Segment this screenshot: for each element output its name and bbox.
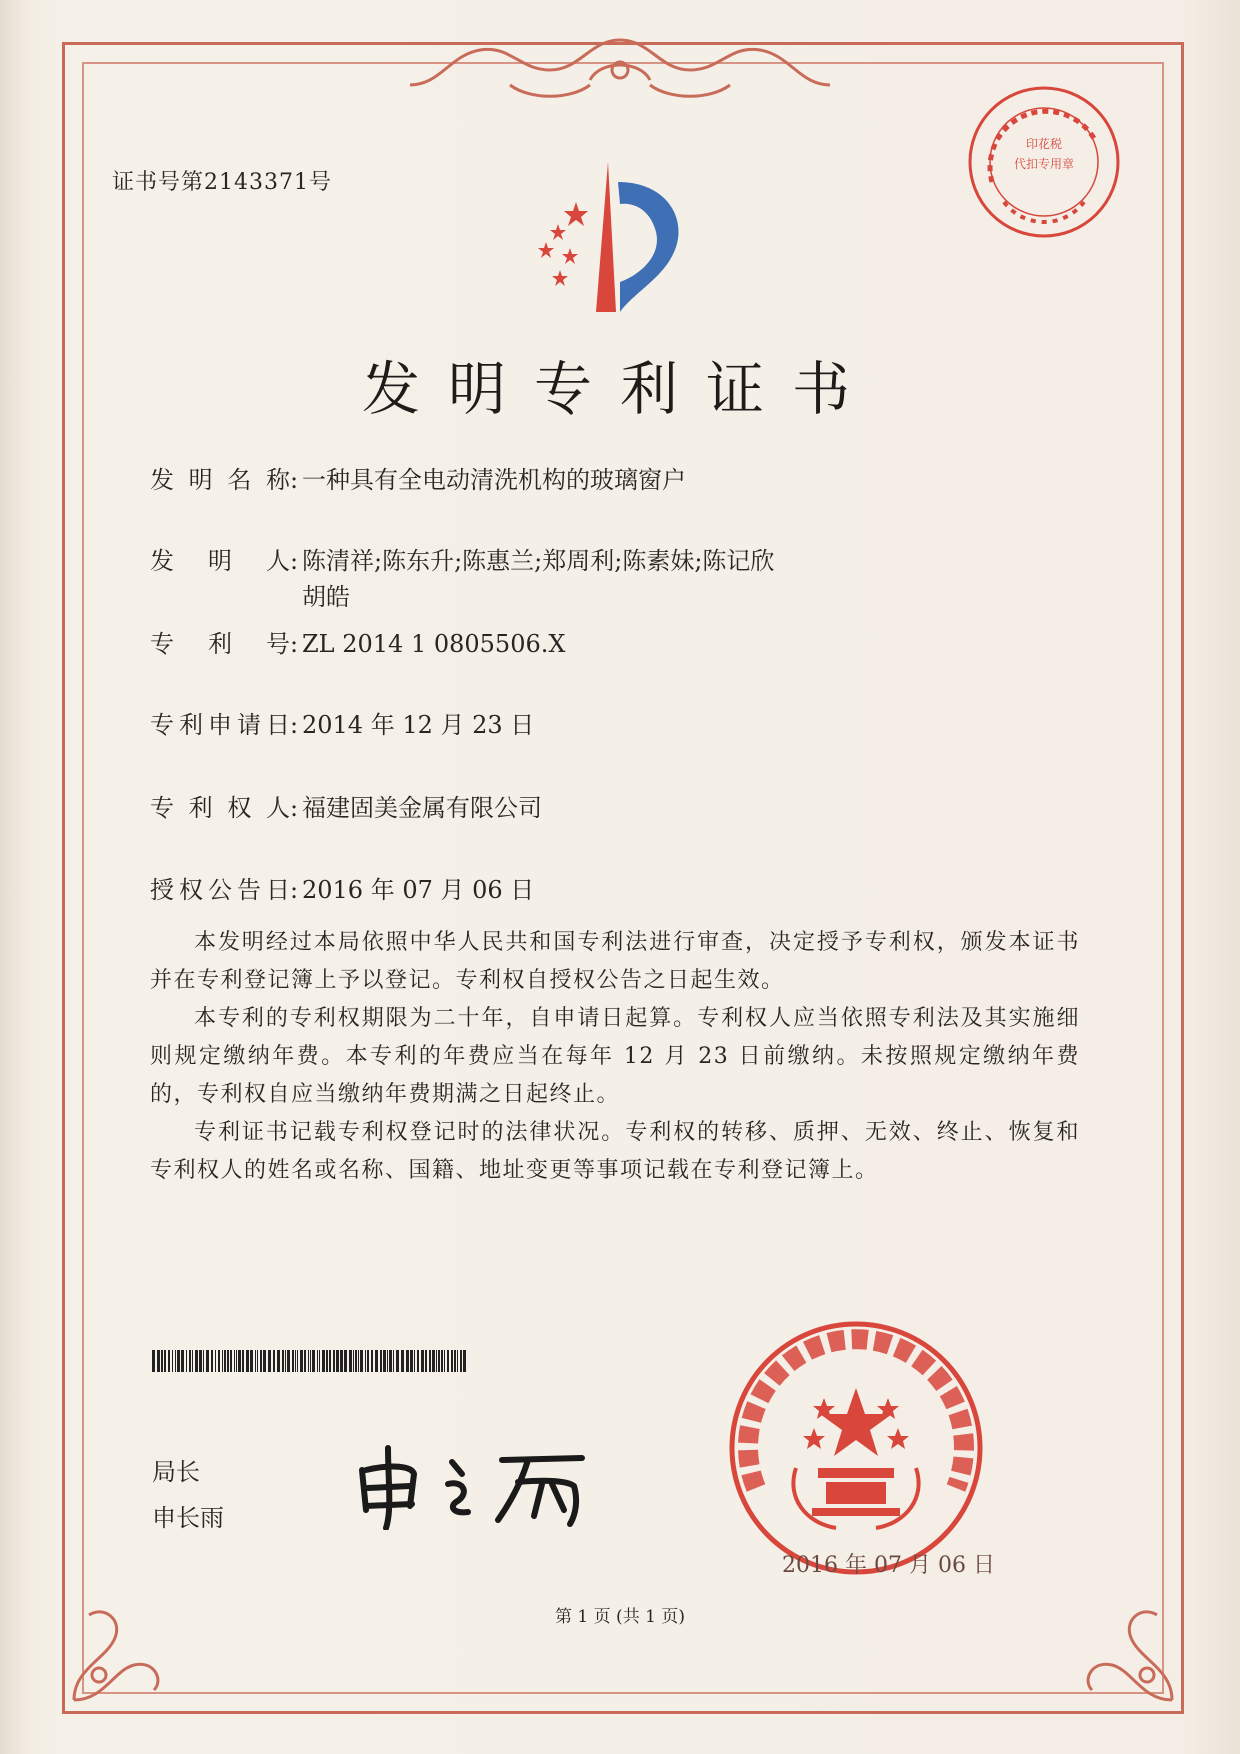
top-ornament-icon bbox=[390, 30, 850, 110]
page-title: 发明专利证书 bbox=[361, 355, 878, 423]
patentee-label: 专利权人 bbox=[150, 794, 290, 822]
grant-date-label: 授权公告日 bbox=[150, 876, 290, 904]
patent-number-field: 专利号: ZL 2014 1 0805506.X bbox=[150, 624, 565, 659]
invention-name-value: 一种具有全电动清洗机构的玻璃窗户 bbox=[302, 466, 686, 494]
inventors-field: 发明人: 陈清祥;陈东升;陈惠兰;郑周利;陈素妹;陈记欣 bbox=[150, 541, 774, 576]
director-title: 局长 bbox=[152, 1458, 200, 1486]
certificate-number: 证书号第2143371号 bbox=[112, 170, 332, 195]
inventors-label: 发明人 bbox=[150, 547, 290, 575]
patent-office-seal-stamp bbox=[726, 1318, 986, 1578]
page-footer: 第 1 页 (共 1 页) bbox=[555, 1607, 685, 1627]
invention-name-label: 发明名称 bbox=[150, 466, 290, 494]
grant-date-value: 2016 年 07 月 06 日 bbox=[302, 876, 535, 904]
director-signature bbox=[352, 1440, 632, 1530]
tax-seal-stamp bbox=[964, 82, 1124, 242]
patent-number-label: 专利号 bbox=[150, 630, 290, 658]
seal-date: 2016 年 07 月 06 日 bbox=[782, 1553, 995, 1578]
inventors-value: 陈清祥;陈东升;陈惠兰;郑周利;陈素妹;陈记欣 bbox=[302, 547, 775, 575]
patentee-value: 福建固美金属有限公司 bbox=[302, 794, 542, 822]
paragraph-grant: 本发明经过本局依照中华人民共和国专利法进行审查，决定授予专利权，颁发本证书并在专利登记簿上予以登记。专利权自授权公告之日起生效。 bbox=[150, 930, 1080, 993]
application-date-field: 专利申请日: 2014 年 12 月 23 日 bbox=[150, 705, 534, 740]
inventors-value-line2: 胡皓 bbox=[302, 583, 350, 611]
application-date-label: 专利申请日 bbox=[150, 711, 290, 739]
patentee-field: 专利权人: 福建固美金属有限公司 bbox=[150, 788, 542, 823]
patent-office-logo-icon bbox=[516, 162, 716, 312]
svg-text:印花税: 印花税 bbox=[1025, 137, 1063, 151]
application-date-value: 2014 年 12 月 23 日 bbox=[302, 711, 535, 739]
patent-number-value: ZL 2014 1 0805506.X bbox=[302, 630, 566, 658]
paragraph-legal-status: 专利证书记载专利权登记时的法律状况。专利权的转移、质押、无效、终止、恢复和专利权人的姓名或名称、国籍、地址变更等事项记载在专利登记簿上。 bbox=[150, 1120, 1080, 1183]
svg-text:代扣专用章: 代扣专用章 bbox=[1013, 157, 1075, 171]
director-name: 申长雨 bbox=[152, 1504, 224, 1532]
invention-name-field: 发明名称: 一种具有全电动清洗机构的玻璃窗户 bbox=[150, 460, 686, 495]
grant-date-field: 授权公告日: 2016 年 07 月 06 日 bbox=[150, 870, 534, 905]
paragraph-term: 本专利的专利权期限为二十年，自申请日起算。专利权人应当依照专利法及其实施细则规定缴纳年费。本专利的年费应当在每年 12 月 23 日前缴纳。未按照规定缴纳年费的，专利权自应当缴纳年费期满之日起终止。 bbox=[150, 1006, 1080, 1107]
barcode-icon bbox=[152, 1350, 470, 1372]
